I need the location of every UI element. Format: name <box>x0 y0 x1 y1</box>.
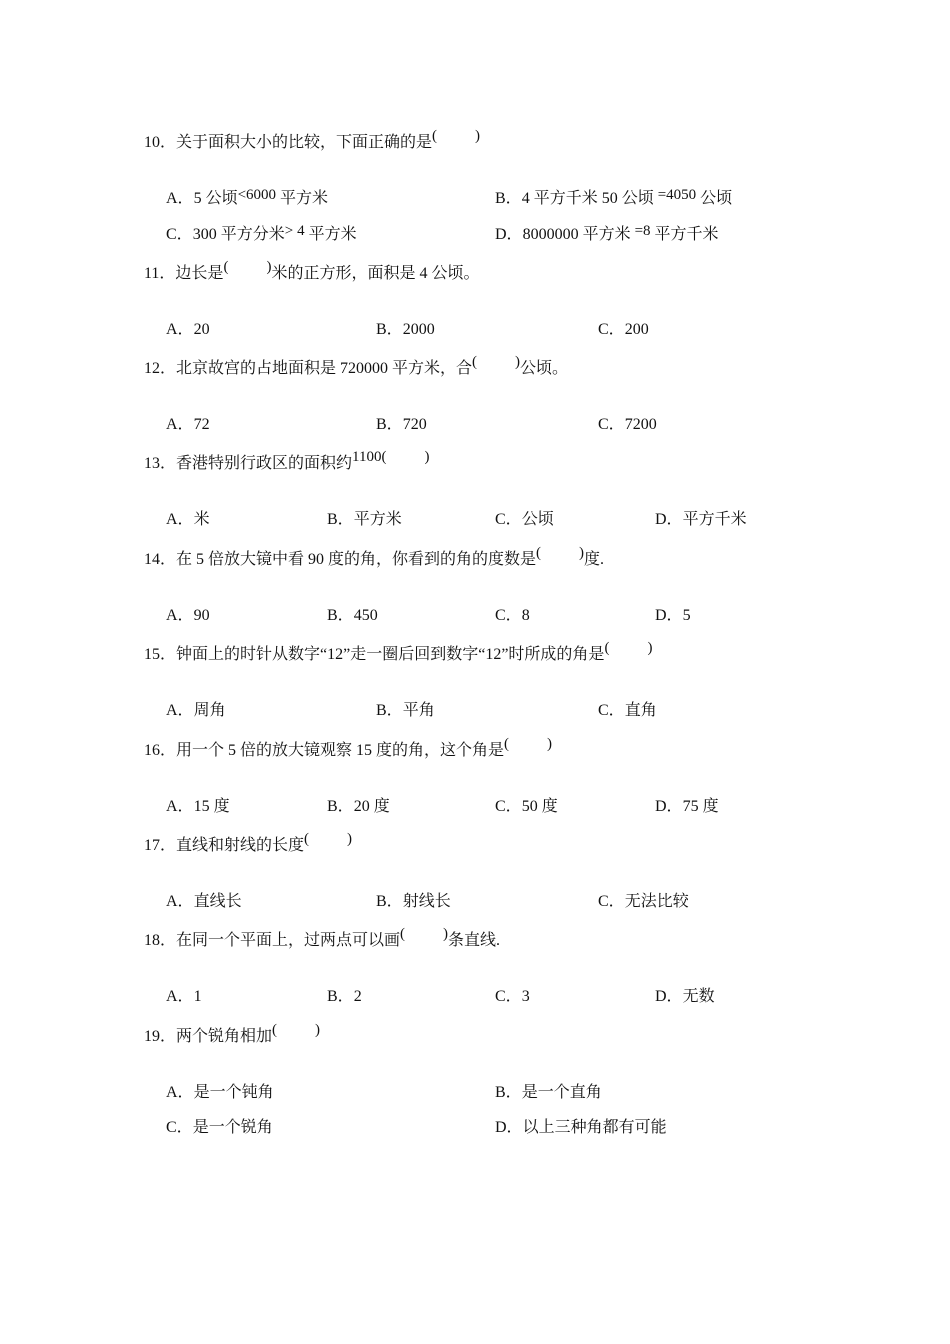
option-b: B．射线长 <box>376 893 451 910</box>
answer-blank: ( ) <box>604 640 653 656</box>
question-16 <box>144 736 553 761</box>
option-b: B．20 度 <box>327 798 390 815</box>
question-10 <box>144 128 481 153</box>
option-a: A．5 公顷<6000 平方米 <box>166 187 329 207</box>
question-stem: 北京故宫的占地面积是 720000 平方米，合 <box>176 360 473 377</box>
question-13 <box>144 449 430 474</box>
answer-blank: ( ) <box>400 926 449 942</box>
option-b: B．2000 <box>376 321 435 338</box>
question-stem: 香港特别行政区的面积约 <box>176 455 353 472</box>
option-d: D．75 度 <box>655 798 719 815</box>
option-c: C．无法比较 <box>598 893 689 910</box>
answer-blank: ( ) <box>432 128 481 144</box>
option-b: B．4 平方千米 50 公顷 =4050 公顷 <box>495 187 733 207</box>
option-c: C．200 <box>598 321 649 338</box>
question-number: 18． <box>144 932 177 949</box>
answer-blank: ( ) <box>504 736 553 752</box>
option-b: B．2 <box>327 988 362 1005</box>
question-11 <box>144 259 480 284</box>
question-stem: 用一个 5 倍的放大镜观察 15 度的角，这个角是 <box>176 742 505 759</box>
option-a: A．1 <box>166 988 202 1005</box>
question-stem: 两个锐角相加 <box>176 1028 273 1045</box>
option-a: A．15 度 <box>166 798 230 815</box>
question-18 <box>144 926 501 951</box>
option-c: C．3 <box>495 988 530 1005</box>
question-number: 14． <box>144 551 177 568</box>
question-stem: 在同一个平面上，过两点可以画 <box>176 932 401 949</box>
option-d: D．8000000 平方米 =8 平方千米 <box>495 223 719 243</box>
option-a: A．20 <box>166 321 210 338</box>
question-19 <box>144 1022 321 1047</box>
option-d: D．平方千米 <box>655 511 747 528</box>
question-stem-cont: 米的正方形，面积是 4 公顷。 <box>271 265 480 282</box>
option-a: A．周角 <box>166 702 226 719</box>
question-12 <box>144 354 569 379</box>
option-c: C．50 度 <box>495 798 558 815</box>
option-c: C．300 平方分米> 4 平方米 <box>166 223 357 243</box>
option-a: A．72 <box>166 416 210 433</box>
option-b: B．720 <box>376 416 427 433</box>
question-stem-cont: 公顷。 <box>520 360 569 377</box>
question-stem: 关于面积大小的比较，下面正确的是 <box>176 134 433 151</box>
option-d: D．5 <box>655 607 691 624</box>
question-stem: 边长是 <box>175 265 224 282</box>
answer-blank: ( ) <box>223 259 272 275</box>
question-stem: 在 5 倍放大镜中看 90 度的角，你看到的角的度数是 <box>176 551 537 568</box>
question-14 <box>144 545 605 570</box>
question-15 <box>144 640 653 665</box>
option-b: B．平方米 <box>327 511 402 528</box>
question-number: 11． <box>144 265 176 282</box>
option-d: D．无数 <box>655 988 715 1005</box>
option-a: A．直线长 <box>166 893 242 910</box>
question-stem: 钟面上的时针从数字“12”走一圈后回到数字“12”时所成的角是 <box>176 646 605 663</box>
question-number: 19． <box>144 1028 177 1045</box>
question-number: 10． <box>144 134 177 151</box>
question-number: 17． <box>144 837 177 854</box>
answer-blank: ( ) <box>536 545 585 561</box>
option-b: B．450 <box>327 607 378 624</box>
option-a: A．米 <box>166 511 210 528</box>
option-b: B．是一个直角 <box>495 1084 602 1101</box>
option-c: C．8 <box>495 607 530 624</box>
question-number: 15． <box>144 646 177 663</box>
option-d: D．以上三种角都有可能 <box>495 1119 667 1136</box>
option-c: C．直角 <box>598 702 657 719</box>
option-b: B．平角 <box>376 702 435 719</box>
option-c: C．是一个锐角 <box>166 1119 273 1136</box>
question-17 <box>144 831 353 856</box>
question-number: 16． <box>144 742 177 759</box>
answer-blank: 1100( ) <box>352 449 430 465</box>
option-a: A．90 <box>166 607 210 624</box>
option-a: A．是一个钝角 <box>166 1084 274 1101</box>
answer-blank: ( ) <box>272 1022 321 1038</box>
answer-blank: ( ) <box>304 831 353 847</box>
question-stem-cont: 条直线. <box>448 932 501 949</box>
question-stem-cont: 度. <box>584 551 605 568</box>
question-number: 13． <box>144 455 177 472</box>
question-stem: 直线和射线的长度 <box>176 837 305 854</box>
answer-blank: ( ) <box>472 354 521 370</box>
question-number: 12． <box>144 360 177 377</box>
option-c: C．公顷 <box>495 511 554 528</box>
option-c: C．7200 <box>598 416 657 433</box>
